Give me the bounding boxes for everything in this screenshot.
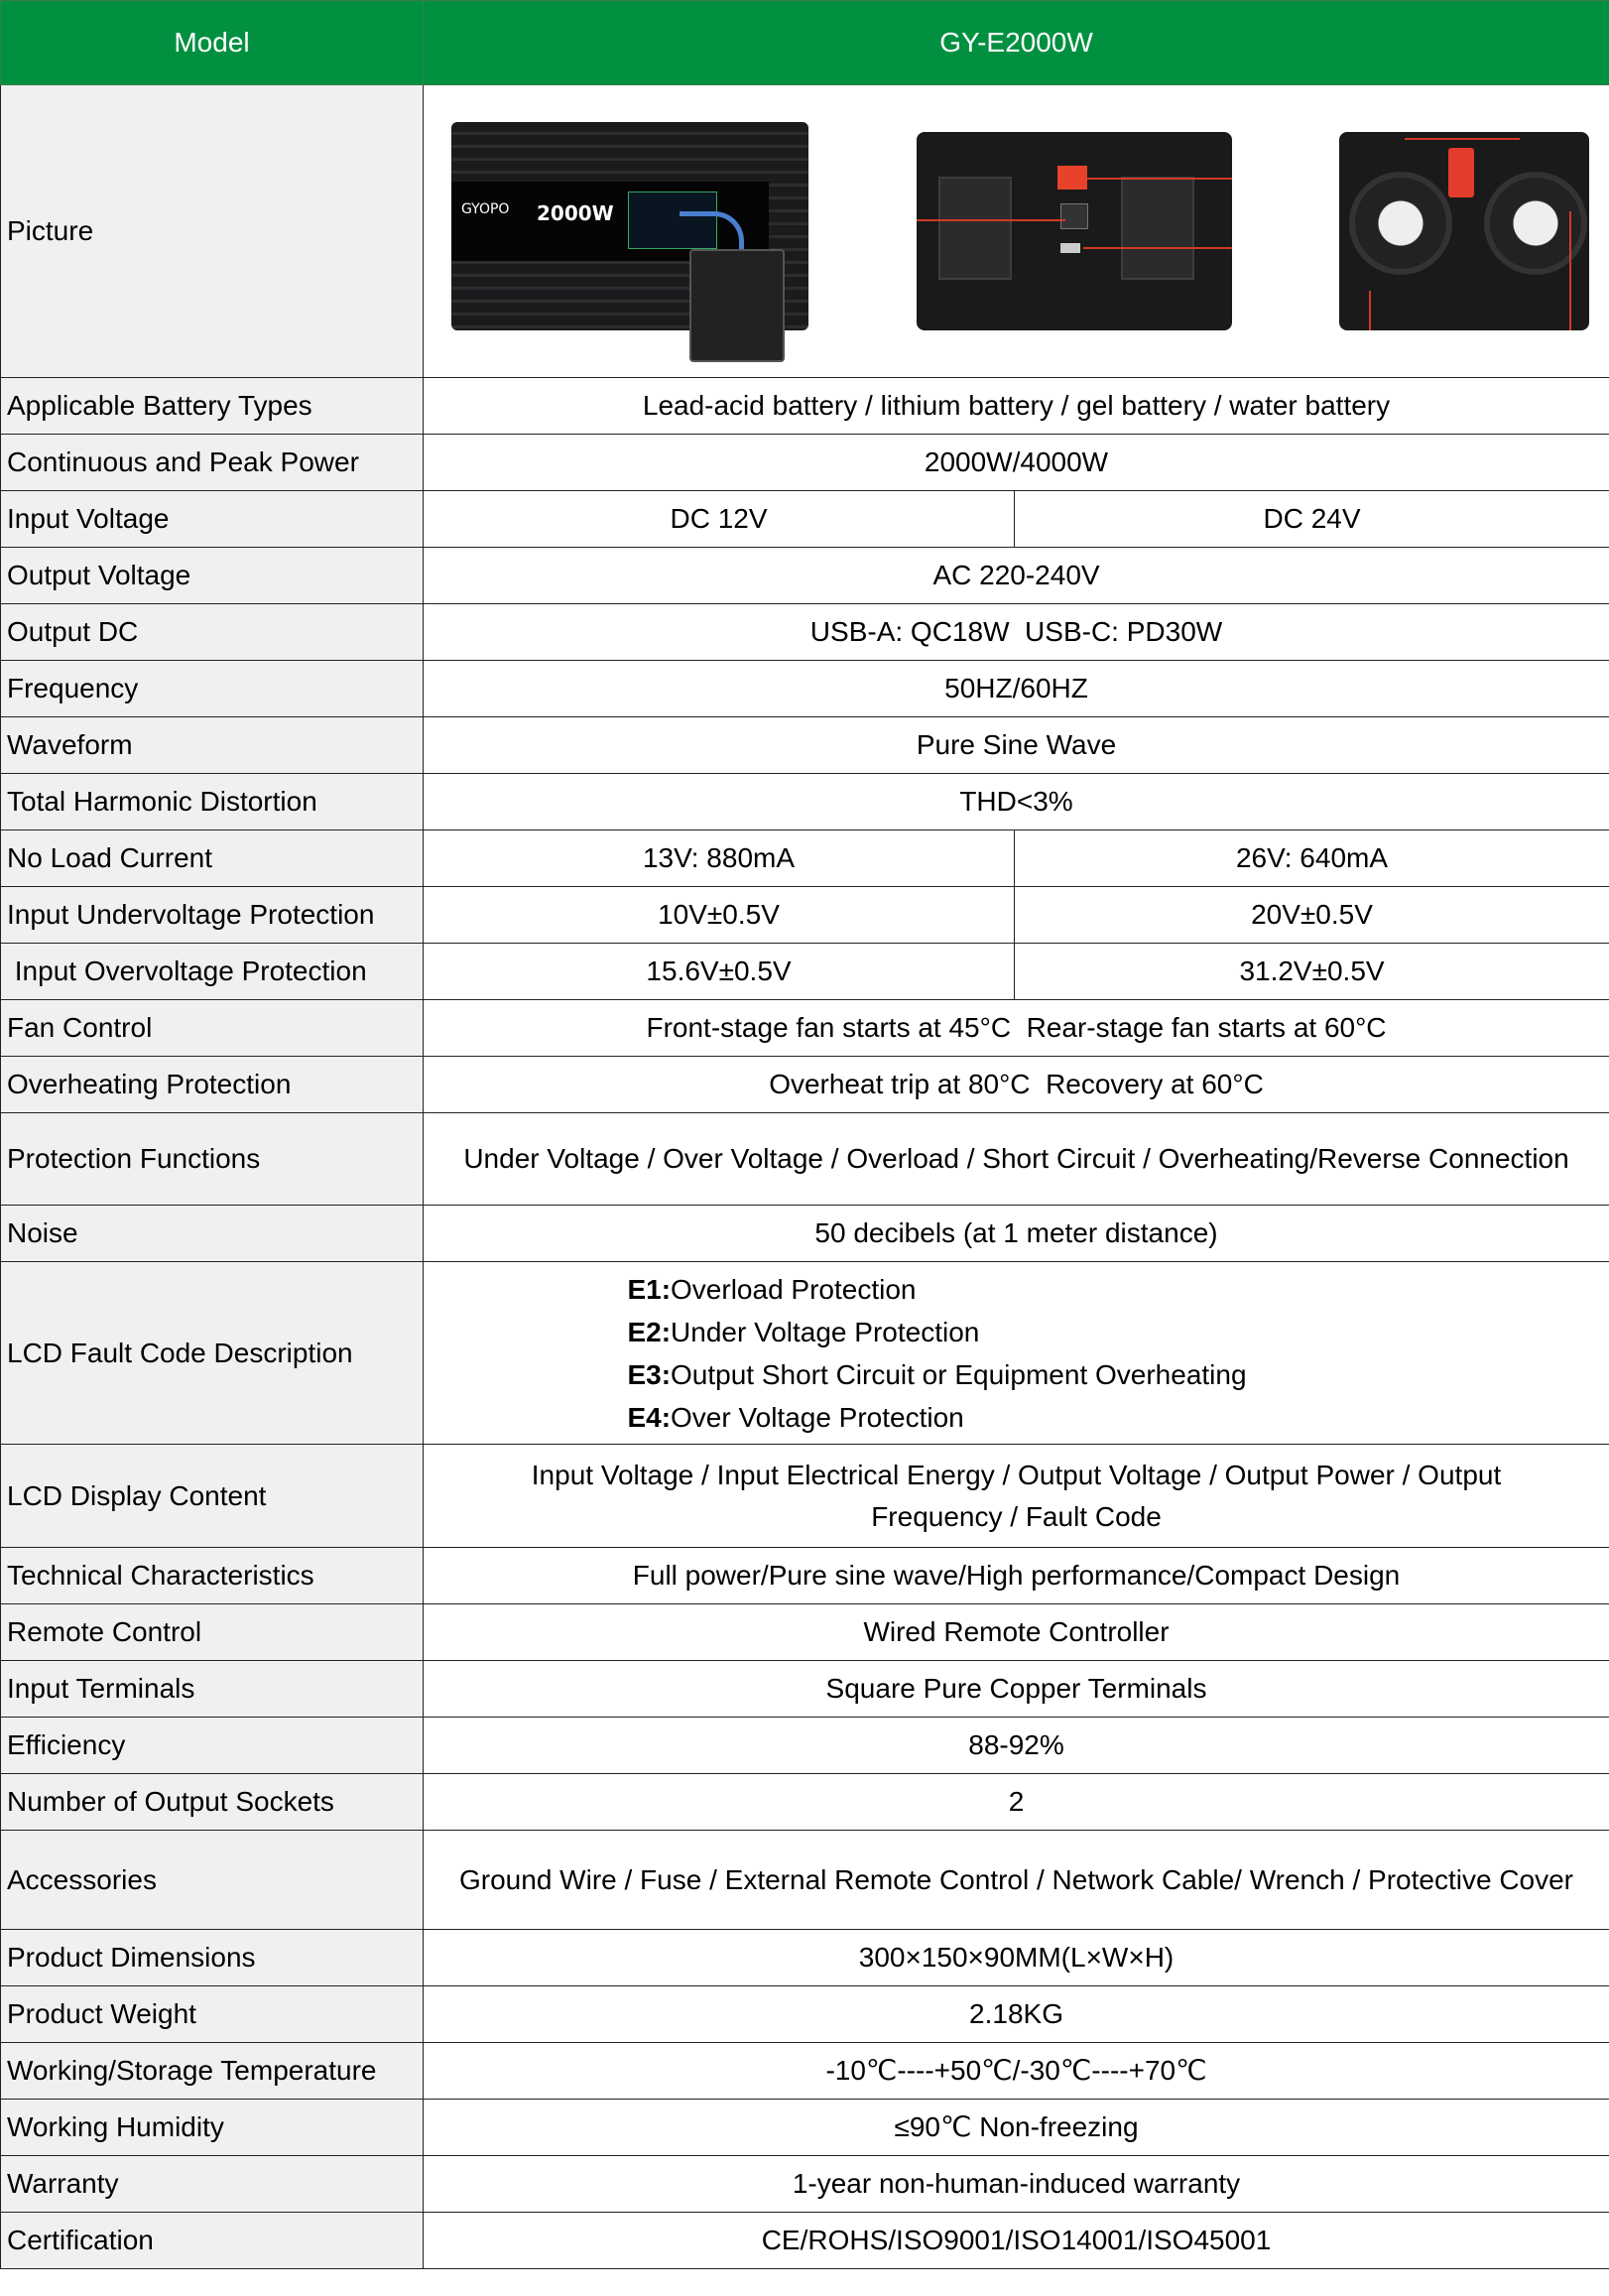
row-value: 50 decibels (at 1 meter distance) — [424, 1206, 1609, 1262]
row-label: Output DC — [1, 604, 424, 661]
row-value-12v: DC 12V — [424, 491, 1015, 548]
fault-text: Over Voltage Protection — [671, 1401, 964, 1433]
row-value: Square Pure Copper Terminals — [424, 1661, 1609, 1718]
table-row — [1, 1930, 1609, 1986]
row-value: Under Voltage / Over Voltage / Overload / Short Circuit / Overheating/Reverse Connection — [424, 1113, 1609, 1206]
row-value: Pure Sine Wave — [424, 717, 1609, 774]
row-value-24v: 31.2V±0.5V — [1015, 944, 1609, 1000]
fault-code-item — [627, 1268, 1246, 1311]
fault-text: Under Voltage Protection — [671, 1316, 980, 1347]
table-row — [1, 2213, 1609, 2269]
row-label: Product Dimensions — [1, 1930, 424, 1986]
row-label: Number of Output Sockets — [1, 1774, 424, 1831]
wattage-label: 2000W — [537, 201, 614, 225]
row-label: No Load Current — [1, 830, 424, 887]
usb-port-icon — [1060, 243, 1080, 253]
row-value: USB-A: QC18W USB-C: PD30W — [424, 604, 1609, 661]
table-row — [1, 1774, 1609, 1831]
front-panel-image — [917, 132, 1232, 330]
row-value: 2000W/4000W — [424, 435, 1609, 491]
table-row — [1, 548, 1609, 604]
table-row — [1, 1718, 1609, 1774]
picture-row — [1, 85, 1609, 378]
table-row — [1, 1206, 1609, 1262]
table-row — [1, 1986, 1609, 2043]
row-label: Noise — [1, 1206, 424, 1262]
table-row — [1, 2100, 1609, 2156]
row-value: 88-92% — [424, 1718, 1609, 1774]
row-value-12v: 13V: 880mA — [424, 830, 1015, 887]
row-value: 2.18KG — [424, 1986, 1609, 2043]
fault-text: Overload Protection — [671, 1273, 917, 1305]
header-row — [1, 1, 1609, 85]
row-label: Continuous and Peak Power — [1, 435, 424, 491]
table-row — [1, 2043, 1609, 2100]
table-row — [1, 830, 1609, 887]
table-row — [1, 1000, 1609, 1057]
table-row — [1, 2156, 1609, 2213]
row-label: Working/Storage Temperature — [1, 2043, 424, 2100]
row-label: Remote Control — [1, 1604, 424, 1661]
fault-code-item — [627, 1396, 1246, 1439]
row-value: 50HZ/60HZ — [424, 661, 1609, 717]
row-label: Waveform — [1, 717, 424, 774]
table-row — [1, 774, 1609, 830]
row-label: Frequency — [1, 661, 424, 717]
row-label: Efficiency — [1, 1718, 424, 1774]
row-label: Product Weight — [1, 1986, 424, 2043]
row-label: Warranty — [1, 2156, 424, 2213]
table-row — [1, 1262, 1609, 1445]
row-label: Input Terminals — [1, 1661, 424, 1718]
row-value: 1-year non-human-induced warranty — [424, 2156, 1609, 2213]
table-row — [1, 604, 1609, 661]
row-value-12v: 10V±0.5V — [424, 887, 1015, 944]
rj45-port-icon — [1060, 203, 1088, 229]
row-value: Front-stage fan starts at 45°C Rear-stage fan starts at 60°C — [424, 1000, 1609, 1057]
row-label: Working Humidity — [1, 2100, 424, 2156]
row-value: Input Voltage / Input Electrical Energy / Output Voltage / Output Power / Output Frequency / Fault Code — [424, 1445, 1609, 1548]
row-value-24v: 26V: 640mA — [1015, 830, 1609, 887]
model-name: GY-E2000W — [424, 1, 1609, 85]
row-label: Input Undervoltage Protection — [1, 887, 424, 944]
table-row — [1, 1831, 1609, 1930]
table-row — [1, 1057, 1609, 1113]
cooling-fan-icon — [1349, 172, 1452, 275]
row-label: Applicable Battery Types — [1, 378, 424, 435]
table-row — [1, 661, 1609, 717]
fault-code: E2: — [627, 1316, 672, 1347]
row-label: Output Voltage — [1, 548, 424, 604]
table-row — [1, 717, 1609, 774]
table-row — [1, 435, 1609, 491]
ac-socket-icon — [1121, 177, 1194, 280]
row-label: Input Overvoltage Protection — [1, 944, 424, 1000]
rear-panel-image — [1339, 132, 1589, 330]
picture-cell — [424, 85, 1609, 378]
fault-code: E3: — [627, 1358, 672, 1390]
row-label: Input Voltage — [1, 491, 424, 548]
fault-code: E4: — [627, 1401, 672, 1433]
row-label: Fan Control — [1, 1000, 424, 1057]
fault-code-list — [424, 1262, 1609, 1445]
table-row — [1, 887, 1609, 944]
row-label: Overheating Protection — [1, 1057, 424, 1113]
ac-socket-icon — [938, 177, 1012, 280]
table-row — [1, 1445, 1609, 1548]
row-value: -10℃----+50℃/-30℃----+70℃ — [424, 2043, 1609, 2100]
positive-terminal-icon — [1448, 148, 1474, 197]
row-value: Ground Wire / Fuse / External Remote Control / Network Cable/ Wrench / Protective Cover — [424, 1831, 1609, 1930]
table-row — [1, 1548, 1609, 1604]
row-value-12v: 15.6V±0.5V — [424, 944, 1015, 1000]
table-row — [1, 491, 1609, 548]
brand-logo: GYOPO — [461, 201, 510, 217]
header-label: Model — [1, 1, 424, 85]
row-value: Overheat trip at 80°C Recovery at 60°C — [424, 1057, 1609, 1113]
row-label: Accessories — [1, 1831, 424, 1930]
table-row — [1, 1661, 1609, 1718]
row-value-24v: 20V±0.5V — [1015, 887, 1609, 944]
inverter-with-remote-image — [441, 102, 808, 360]
row-value: Wired Remote Controller — [424, 1604, 1609, 1661]
picture-label: Picture — [1, 85, 424, 378]
table-row — [1, 1604, 1609, 1661]
table-row — [1, 944, 1609, 1000]
row-value: THD<3% — [424, 774, 1609, 830]
wired-remote-icon — [689, 249, 785, 362]
row-label: LCD Fault Code Description — [1, 1262, 424, 1445]
row-value: ≤90℃ Non-freezing — [424, 2100, 1609, 2156]
table-row — [1, 1113, 1609, 1206]
row-label: Total Harmonic Distortion — [1, 774, 424, 830]
row-value: 300×150×90MM(L×W×H) — [424, 1930, 1609, 1986]
row-label: LCD Display Content — [1, 1445, 424, 1548]
fault-code-item — [627, 1353, 1246, 1396]
power-switch-icon — [1057, 166, 1087, 190]
row-label: Protection Functions — [1, 1113, 424, 1206]
row-value: Full power/Pure sine wave/High performance/Compact Design — [424, 1548, 1609, 1604]
row-value: 2 — [424, 1774, 1609, 1831]
cooling-fan-icon — [1484, 172, 1587, 275]
fault-code-item — [627, 1311, 1246, 1353]
row-value: AC 220-240V — [424, 548, 1609, 604]
fault-code: E1: — [627, 1273, 672, 1305]
fault-text: Output Short Circuit or Equipment Overheating — [671, 1358, 1247, 1390]
row-value: CE/ROHS/ISO9001/ISO14001/ISO45001 — [424, 2213, 1609, 2269]
row-value-24v: DC 24V — [1015, 491, 1609, 548]
row-label: Technical Characteristics — [1, 1548, 424, 1604]
row-value: Lead-acid battery / lithium battery / gel battery / water battery — [424, 378, 1609, 435]
row-label: Certification — [1, 2213, 424, 2269]
table-row — [1, 378, 1609, 435]
